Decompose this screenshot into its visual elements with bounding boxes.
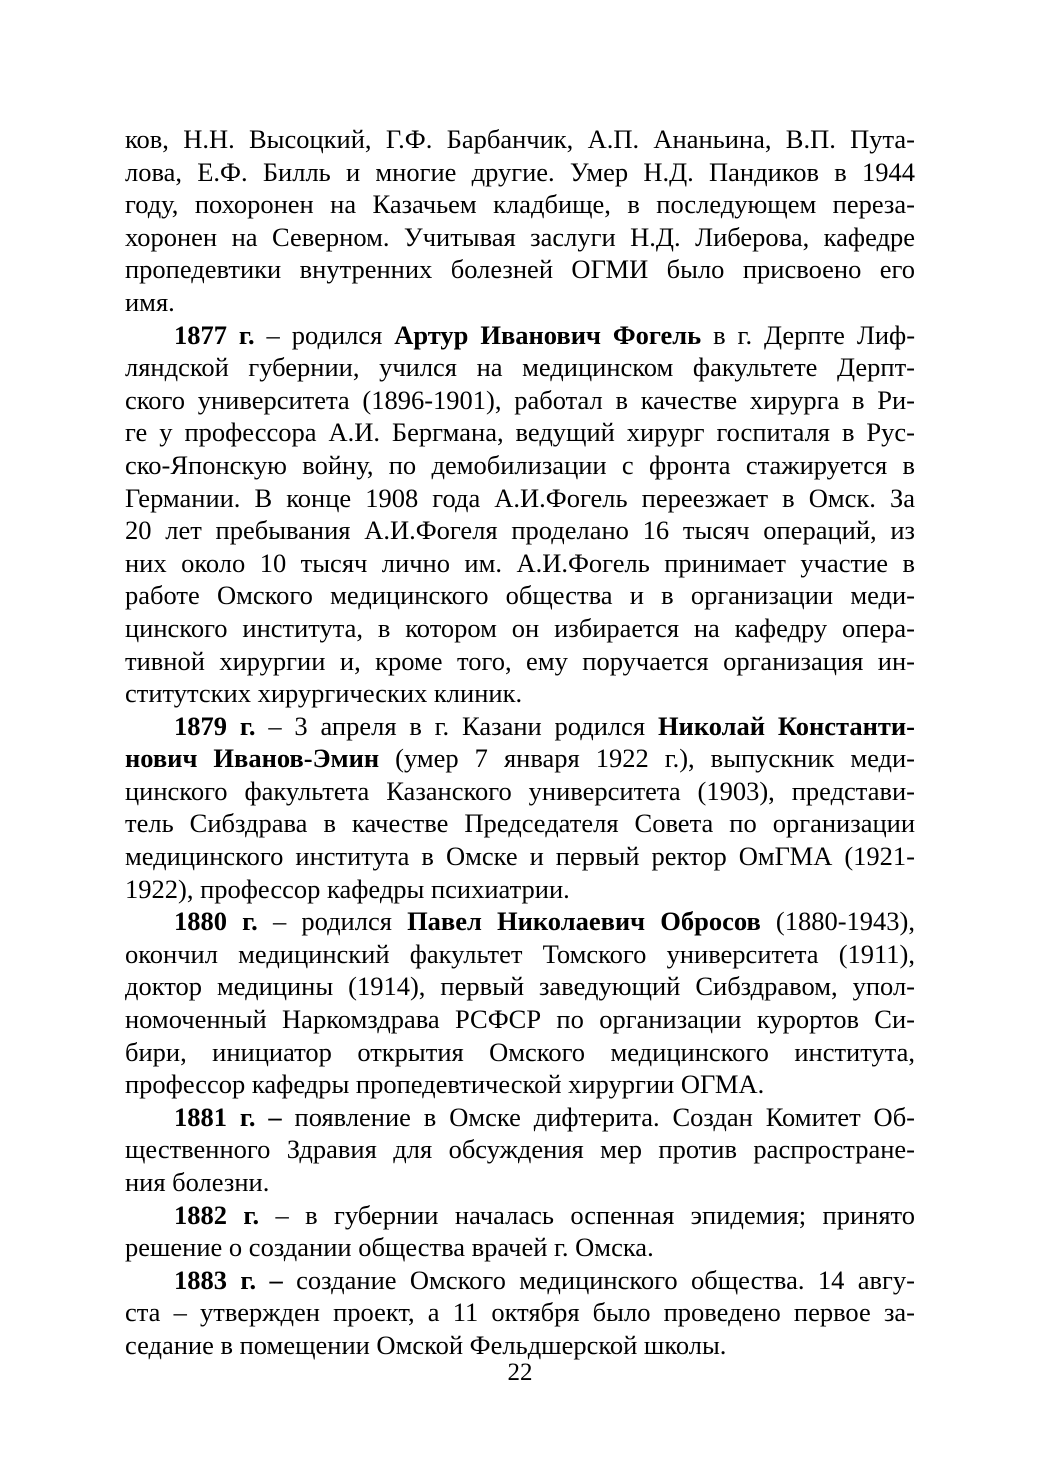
bold-text: Павел Николаевич Обросов xyxy=(407,906,761,937)
text-line xyxy=(125,1068,915,1101)
text-run: окончил медицинский факультет Томского университета (1911), xyxy=(125,938,915,969)
text-line xyxy=(125,873,915,906)
text-run: доктор медицины (1914), первый заведующий Сибздравом, упол- xyxy=(125,971,915,1002)
bold-text: 1879 г. xyxy=(174,710,256,741)
text-line xyxy=(125,807,915,840)
text-line xyxy=(125,319,915,352)
text-run: имя. xyxy=(125,286,175,317)
page-number: 22 xyxy=(507,1359,533,1386)
text-line xyxy=(125,1296,915,1329)
text-run: 20 лет пребывания А.И.Фогеля проделано 16 тысяч операций, из xyxy=(125,515,915,546)
text-run: ния болезни. xyxy=(125,1167,270,1197)
text-run: году, похоронен на Казачьем кладбище, в последующем переза- xyxy=(125,189,915,220)
text-run: ге у профессора А.И. Бергмана, ведущий хирург госпиталя в Рус- xyxy=(125,417,915,448)
text-run: бири, инициатор открытия Омского медицинского института, xyxy=(125,1036,915,1067)
text-run: цинского факультета Казанского университета (1903), представи- xyxy=(125,775,915,806)
text-run: тель Сибздрава в качестве Председателя Совета по организации xyxy=(125,808,915,839)
text-line xyxy=(125,1003,915,1036)
bold-text: 1880 г. xyxy=(174,906,258,937)
text-line xyxy=(125,1264,915,1297)
text-run: (умер 7 января 1922 г.), выпускник меди- xyxy=(379,743,915,774)
body-text xyxy=(125,123,915,1362)
bold-text: Артур Иванович Фогель xyxy=(394,319,702,350)
text-line xyxy=(125,449,915,482)
text-line xyxy=(125,351,915,384)
paragraph xyxy=(125,710,915,906)
text-run: цинского института, в котором он избирается на кафедру опера- xyxy=(125,612,915,643)
text-line xyxy=(125,1133,915,1166)
text-line xyxy=(125,840,915,873)
text-line xyxy=(125,253,915,286)
text-run: (1880-1943), xyxy=(760,906,916,937)
text-line xyxy=(125,677,915,710)
text-line xyxy=(125,123,915,156)
bold-text: Николай Константи- xyxy=(657,710,915,741)
text-line xyxy=(125,970,915,1003)
text-run: – в губернии началась оспенная эпидемия; принято xyxy=(259,1199,915,1230)
text-run: – родился xyxy=(254,319,395,350)
text-run: – родился xyxy=(257,906,408,937)
text-line xyxy=(125,221,915,254)
text-run: появление в Омске дифтерита. Создан Комитет Об- xyxy=(281,1101,915,1132)
text-run: Германии. В конце 1908 года А.И.Фогель переезжает в Омск. За xyxy=(125,482,915,513)
bold-text: 1882 г. xyxy=(174,1199,260,1230)
bold-text: 1881 г. – xyxy=(174,1101,282,1132)
paragraph xyxy=(125,905,915,1101)
text-line xyxy=(125,710,915,743)
text-run: профессор кафедры пропедевтической хирургии ОГМА. xyxy=(125,1069,765,1100)
text-run: ляндской губернии, учился на медицинском факультете Дерпт- xyxy=(125,352,915,383)
bold-text: 1883 г. – xyxy=(174,1264,283,1295)
text-line xyxy=(125,1329,915,1362)
text-run: щественного Здравия для обсуждения мер против распростране- xyxy=(125,1134,915,1165)
text-run: седание в помещении Омской Фельдшерской школы. xyxy=(125,1329,727,1360)
text-run: них около 10 тысяч лично им. А.И.Фогель принимает участие в xyxy=(125,547,915,578)
text-line xyxy=(125,482,915,515)
text-run: решение о создании общества врачей г. Омска. xyxy=(125,1232,654,1263)
text-line xyxy=(125,938,915,971)
text-line xyxy=(125,1166,915,1199)
text-run: лова, Е.Ф. Билль и многие другие. Умер Н.Д. Пандиков в 1944 xyxy=(125,156,915,187)
text-run: ского университета (1896-1901), работал в качестве хирурга в Ри- xyxy=(125,384,915,415)
text-run: номоченный Наркомздрава РСФСР по организации курортов Си- xyxy=(125,1004,915,1035)
text-line xyxy=(125,384,915,417)
text-line xyxy=(125,1231,915,1264)
text-line xyxy=(125,645,915,678)
paragraph xyxy=(125,1264,915,1362)
text-line xyxy=(125,188,915,221)
paragraph xyxy=(125,1199,915,1264)
text-run: хоронен на Северном. Учитывая заслуги Н.Д. Либерова, кафедре xyxy=(125,221,915,252)
text-run: ста – утвержден проект, а 11 октября было проведено первое за- xyxy=(125,1297,915,1328)
text-run: ско-Японскую войну, по демобилизации с фронта стажируется в xyxy=(125,449,915,480)
text-line xyxy=(125,612,915,645)
text-run: ков, Н.Н. Высоцкий, Г.Ф. Барбанчик, А.П. Ананьина, В.П. Пута- xyxy=(125,124,915,154)
text-run: – 3 апреля в г. Казани родился xyxy=(255,710,658,741)
text-line xyxy=(125,775,915,808)
text-line xyxy=(125,514,915,547)
bold-text: нович Иванов-Эмин xyxy=(125,743,380,774)
paragraph xyxy=(125,123,915,319)
bold-text: 1877 г. xyxy=(174,319,255,350)
text-run: медицинского института в Омске и первый ректор ОмГМА (1921- xyxy=(125,841,915,872)
text-line xyxy=(125,416,915,449)
text-line xyxy=(125,579,915,612)
text-run: работе Омского медицинского общества и в организации меди- xyxy=(125,580,915,611)
text-run: тивной хирургии и, кроме того, ему поручается организация ин- xyxy=(125,645,915,676)
text-line xyxy=(125,1036,915,1069)
text-run: создание Омского медицинского общества. 14 авгу- xyxy=(282,1264,916,1295)
text-line xyxy=(125,286,915,319)
text-run: пропедевтики внутренних болезней ОГМИ было присвоено его xyxy=(125,254,915,285)
paragraph xyxy=(125,1101,915,1199)
text-line xyxy=(125,156,915,189)
text-line xyxy=(125,547,915,580)
text-line xyxy=(125,905,915,938)
text-line xyxy=(125,1101,915,1134)
text-run: ститутских хирургических клиник. xyxy=(125,678,523,709)
text-run: в г. Дерпте Лиф- xyxy=(701,319,916,350)
text-line xyxy=(125,742,915,775)
text-line xyxy=(125,1199,915,1232)
text-run: 1922), профессор кафедры психиатрии. xyxy=(125,873,570,904)
paragraph xyxy=(125,319,915,710)
